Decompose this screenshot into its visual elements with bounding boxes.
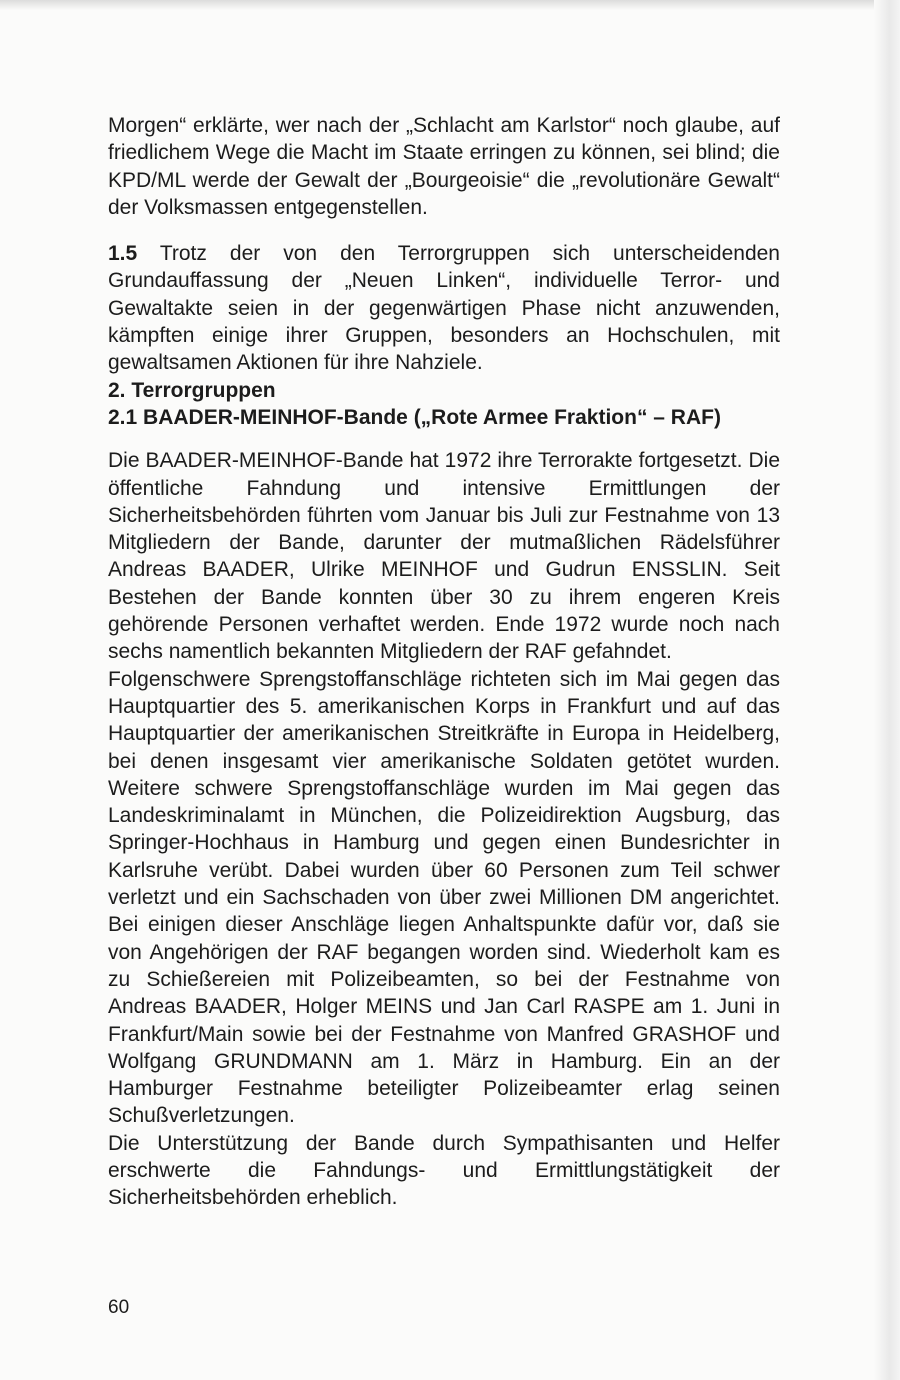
section-1-5-text: Trotz der von den Terrorgruppen sich unterscheidenden Grundauffassung der „Neuen Linken“, individuelle Terror- und Gewaltakte seien in der gegenwärtigen Phase nicht anzuwenden, kämpften einige ihrer Gruppen, besonders an Hochschulen, mit gewaltsamen Aktionen für ihre Nahziele. [108, 242, 780, 375]
paragraph-continuation: Morgen“ erklärte, wer nach der „Schlacht am Karlstor“ noch glaube, auf friedlichem Wege die Macht im Staate erringen zu können, sei blind; die KPD/ML werde der Gewalt der „Bourgeoisie“ die „revolutionäre Gewalt“ der Volksmassen entgegenstellen. [108, 114, 780, 219]
page-number: 60 [108, 1297, 130, 1318]
paragraph-raf-overview: Die BAADER-MEINHOF-Bande hat 1972 ihre Terrorakte fortgesetzt. Die öffentliche Fahndung und intensive Ermittlungen der Sicherheitsbehörden führten vom Januar bis Juli zur Festnahme von 13 Mitgliedern der Bande, darunter der mutmaßlichen Rädelsführer Andreas BAADER, Ulrike MEINHOF und Gudrun ENSSLIN. Seit Bestehen der Bande konnten über 30 zu ihrem engeren Kreis gehörende Personen verhaftet werden. Ende 1972 wurde noch nach sechs namentlich bekannten Mitgliedern der RAF gefahndet. [108, 449, 780, 664]
heading-baader-meinhof: 2.1 BAADER-MEINHOF-Bande („Rote Armee Fraktion“ – RAF) [108, 405, 721, 429]
paragraph-raf-attacks: Folgenschwere Sprengstoffanschläge richteten sich im Mai gegen das Hauptquartier des 5. amerikanischen Korps in Frankfurt und auf das Hauptquartier der amerikanischen Streitkräfte in Europa in Heidelberg, bei denen insgesamt vier amerikanische Soldaten getötet wurden. Weitere schwere Sprengstoffanschläge wurden im Mai gegen das Landeskriminalamt in München, die Polizeidirektion Augsburg, das Springer-Hochhaus in Hamburg und gegen einen Bundesrichter in Karlsruhe verübt. Dabei wurden über 60 Personen zum Teil schwer verletzt und ein Sachschaden von über zwei Millionen DM angerichtet. Bei einigen dieser Anschläge liegen Anhaltspunkte dafür vor, daß sie von Angehörigen der RAF begangen worden sind. Wiederholt kam es zu Schießereien mit Polizeibeamten, so bei der Festnahme von Andreas BAADER, Holger MEINS und Jan Carl RASPE am 1. Juni in Frankfurt/Main sowie bei der Festnahme von Manfred GRASHOF und Wolfgang GRUNDMANN am 1. März in Hamburg. Ein an der Hamburger Festnahme beteiligter Polizeibeamter erlag seinen Schußverletzungen. [108, 667, 780, 1128]
heading-terrorgruppen: 2. Terrorgruppen [108, 378, 276, 402]
page-binding-shadow [874, 0, 900, 1380]
paragraph-section-1-5 [108, 240, 780, 376]
page-top-shadow [0, 0, 900, 10]
section-number-1-5: 1.5 [108, 242, 138, 266]
paragraph-raf-support: Die Unterstützung der Bande durch Sympathisanten und Helfer erschwerte die Fahndungs- und Ermittlungstätigkeit der Sicherheitsbehörden erheblich. [108, 1131, 780, 1210]
page-body [108, 112, 780, 1212]
